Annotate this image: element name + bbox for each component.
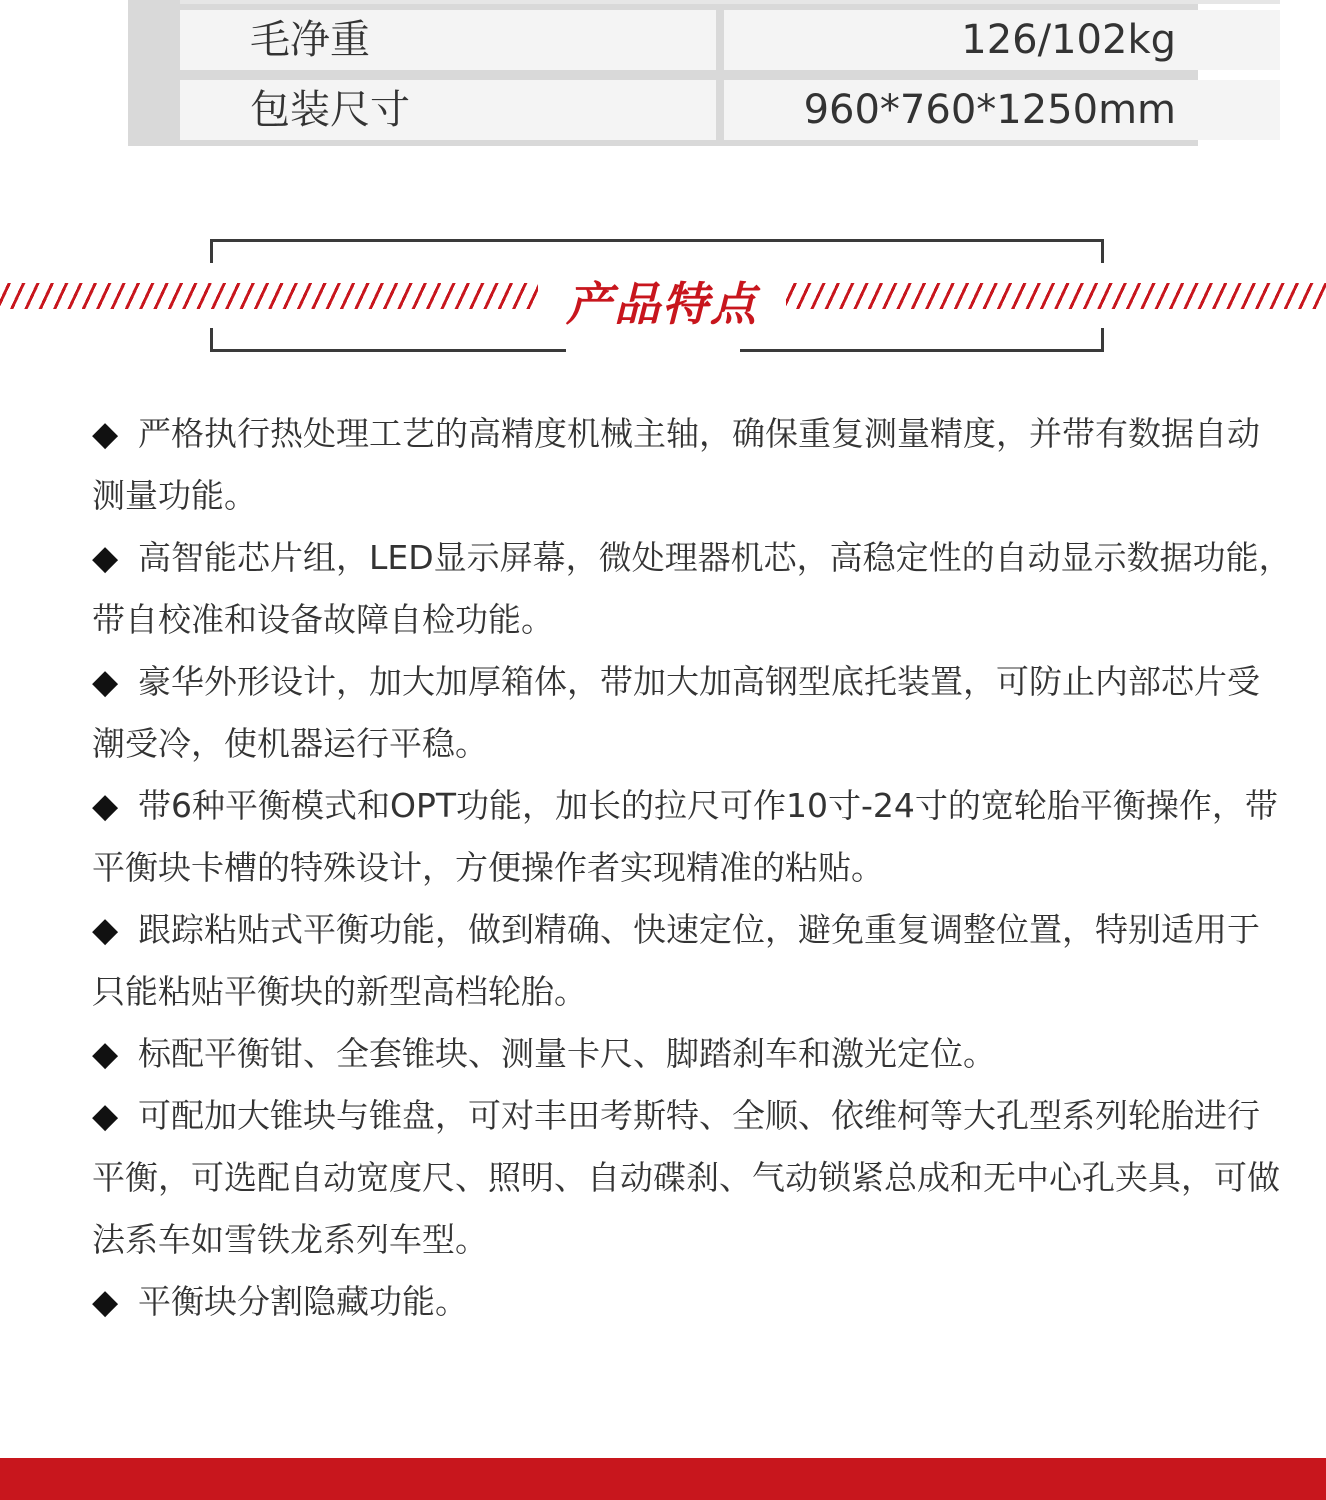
diamond-bullet-icon: ◆ bbox=[92, 538, 119, 578]
header-frame-bottom-left bbox=[210, 328, 566, 352]
spec-label-gross-net-weight: 毛净重 bbox=[180, 10, 716, 70]
header-frame-bottom-right bbox=[740, 328, 1104, 352]
list-item bbox=[92, 651, 1292, 775]
spec-value-gross-net-weight: 126/102kg bbox=[724, 10, 1280, 70]
table-row bbox=[128, 10, 1198, 70]
feature-text: 严格执行热处理工艺的高精度机械主轴，确保重复测量精度，并带有数据自动测量功能。 bbox=[92, 414, 1260, 515]
diamond-bullet-icon: ◆ bbox=[92, 414, 119, 454]
feature-text: 高智能芯片组，LED显示屏幕，微处理器机芯，高稳定性的自动显示数据功能，带自校准和设备故障自检功能。 bbox=[92, 538, 1292, 639]
diamond-bullet-icon: ◆ bbox=[92, 662, 119, 702]
spec-label-package-size: 包装尺寸 bbox=[180, 80, 716, 140]
spec-table bbox=[128, 0, 1198, 146]
section-header bbox=[0, 230, 1326, 360]
bottom-red-bar bbox=[0, 1458, 1326, 1500]
list-item bbox=[92, 899, 1292, 1023]
feature-text: 跟踪粘贴式平衡功能，做到精确、快速定位，避免重复调整位置，特别适用于只能粘贴平衡块的新型高档轮胎。 bbox=[92, 910, 1260, 1011]
feature-list bbox=[92, 403, 1292, 1333]
section-title: 产品特点 bbox=[566, 277, 758, 331]
diamond-bullet-icon: ◆ bbox=[92, 1034, 119, 1074]
diamond-bullet-icon: ◆ bbox=[92, 910, 119, 950]
list-item bbox=[92, 527, 1292, 651]
header-frame-top bbox=[210, 239, 1104, 263]
feature-text: 豪华外形设计，加大加厚箱体，带加大加高钢型底托装置，可防止内部芯片受潮受冷，使机器运行平稳。 bbox=[92, 662, 1260, 763]
table-row bbox=[128, 80, 1198, 140]
diamond-bullet-icon: ◆ bbox=[92, 1282, 119, 1322]
list-item bbox=[92, 403, 1292, 527]
hatch-decoration-right bbox=[786, 283, 1326, 309]
feature-text: 平衡块分割隐藏功能。 bbox=[138, 1282, 468, 1321]
feature-text: 带6种平衡模式和OPT功能，加长的拉尺可作10寸-24寸的宽轮胎平衡操作，带平衡块卡槽的特殊设计，方便操作者实现精准的粘贴。 bbox=[92, 786, 1278, 887]
spec-value-package-size: 960*760*1250mm bbox=[724, 80, 1280, 140]
table-divider bbox=[180, 0, 1280, 4]
feature-text: 标配平衡钳、全套锥块、测量卡尺、脚踏刹车和激光定位。 bbox=[138, 1034, 996, 1073]
diamond-bullet-icon: ◆ bbox=[92, 1096, 119, 1136]
hatch-decoration-left bbox=[0, 283, 538, 309]
list-item bbox=[92, 1023, 1292, 1085]
diamond-bullet-icon: ◆ bbox=[92, 786, 119, 826]
list-item bbox=[92, 1085, 1292, 1271]
list-item bbox=[92, 1271, 1292, 1333]
list-item bbox=[92, 775, 1292, 899]
feature-text: 可配加大锥块与锥盘，可对丰田考斯特、全顺、依维柯等大孔型系列轮胎进行平衡，可选配自动宽度尺、照明、自动碟刹、气动锁紧总成和无中心孔夹具，可做法系车如雪铁龙系列车型。 bbox=[92, 1096, 1280, 1259]
